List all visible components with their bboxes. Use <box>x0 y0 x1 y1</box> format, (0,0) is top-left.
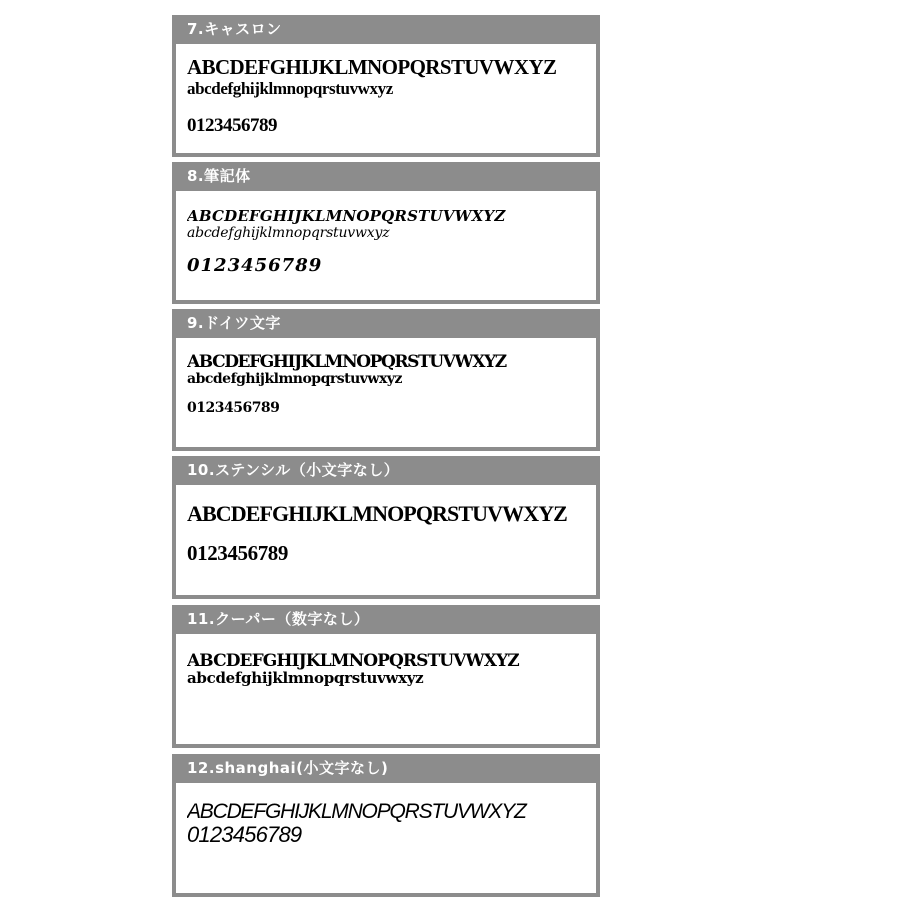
digits-sample: 0123456789 <box>187 823 302 847</box>
font-sample-stencil <box>172 456 600 599</box>
digits-sample: 0123456789 <box>187 255 323 276</box>
uppercase-sample: ABCDEFGHIJKLMNOPQRSTUVWXYZ <box>187 56 557 79</box>
font-sample-preview <box>176 485 596 595</box>
font-sample-title: 12.shanghai(小文字なし) <box>187 759 389 777</box>
uppercase-sample: ABCDEFGHIJKLMNOPQRSTUVWXYZ <box>187 207 506 225</box>
font-sample-preview <box>176 44 596 153</box>
uppercase-sample: ABCDEFGHIJKLMNOPQRSTUVWXYZ <box>187 800 526 823</box>
digits-sample: 0123456789 <box>187 541 289 565</box>
font-sample-blackletter <box>172 309 600 451</box>
lowercase-sample: abcdefghijklmnopqrstuvwxyz <box>187 371 402 387</box>
font-sample-script <box>172 162 600 304</box>
font-sample-cooper <box>172 605 600 748</box>
font-sample-title: 10.ステンシル（小文字なし） <box>187 461 400 479</box>
font-sample-title: 11.クーパー（数字なし） <box>187 610 370 628</box>
uppercase-sample: ABCDEFGHIJKLMNOPQRSTUVWXYZ <box>187 653 519 670</box>
lowercase-sample: abcdefghijklmnopqrstuvwxyz <box>187 79 393 98</box>
uppercase-sample: ABCDEFGHIJKLMNOPQRSTUVWXYZ <box>187 353 506 371</box>
lowercase-sample: abcdefghijklmnopqrstuvwxyz <box>187 670 424 686</box>
font-sample-shanghai <box>172 754 600 897</box>
font-sample-preview <box>176 338 596 447</box>
font-sample-title: 9.ドイツ文字 <box>187 314 281 332</box>
lowercase-sample: abcdefghijklmnopqrstuvwxyz <box>187 225 390 241</box>
digits-sample: 0123456789 <box>187 400 280 416</box>
font-sample-preview <box>176 783 596 893</box>
font-sample-title: 7.キャスロン <box>187 20 282 38</box>
digits-sample: 0123456789 <box>187 115 277 136</box>
font-sample-title: 8.筆記体 <box>187 167 251 185</box>
font-sample-preview <box>176 191 596 300</box>
uppercase-sample: ABCDEFGHIJKLMNOPQRSTUVWXYZ <box>187 501 567 526</box>
font-sample-preview <box>176 634 596 744</box>
font-sample-caslon <box>172 15 600 157</box>
